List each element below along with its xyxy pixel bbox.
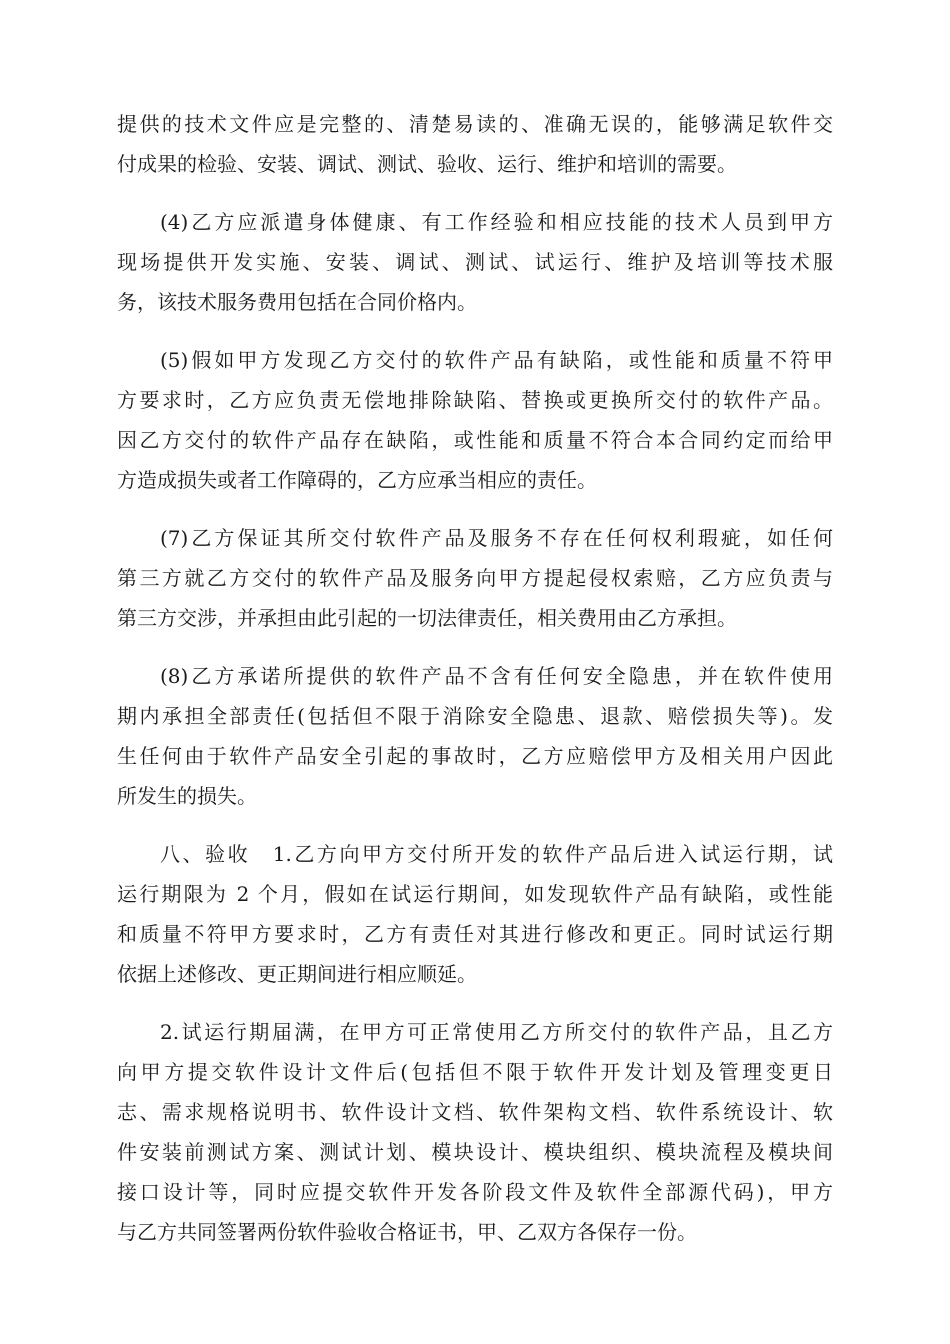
- text-line: 件安装前测试方案、测试计划、模块设计、模块组织、模块流程及模块间: [117, 1140, 833, 1164]
- text-line: 务，该技术服务费用包括在合同价格内。: [117, 290, 477, 314]
- paragraph-technical-documents: [117, 104, 833, 184]
- text-line: 期内承担全部责任(包括但不限于消除安全隐患、退款、赔偿损失等)。发: [117, 704, 833, 728]
- text-line: 生任何由于软件产品安全引起的事故时，乙方应赔偿甲方及相关用户因此: [117, 744, 833, 768]
- text-line: 第三方交涉，并承担由此引起的一切法律责任，相关费用由乙方承担。: [117, 606, 737, 630]
- text-line: 因乙方交付的软件产品存在缺陷，或性能和质量不符合本合同约定而给甲: [117, 428, 833, 452]
- text-line: 方要求时，乙方应负责无偿地排除缺陷、替换或更换所交付的软件产品。: [117, 388, 833, 412]
- paragraph-clause-4: [117, 202, 833, 322]
- text-line: 八、验收 1.乙方向甲方交付所开发的软件产品后进入试运行期，试: [160, 842, 833, 866]
- text-line: 提供的技术文件应是完整的、清楚易读的、准确无误的，能够满足软件交: [117, 112, 833, 136]
- text-line: 志、需求规格说明书、软件设计文档、软件架构文档、软件系统设计、软: [117, 1100, 833, 1124]
- text-line: 向甲方提交软件设计文件后(包括但不限于软件开发计划及管理变更日: [117, 1060, 833, 1084]
- text-line: (5)假如甲方发现乙方交付的软件产品有缺陷，或性能和质量不符甲: [160, 348, 833, 372]
- text-line: 接口设计等，同时应提交软件开发各阶段文件及软件全部源代码)，甲方: [117, 1180, 833, 1204]
- text-line: 2.试运行期届满，在甲方可正常使用乙方所交付的软件产品，且乙方: [160, 1020, 833, 1044]
- paragraph-acceptance-2: [117, 1012, 833, 1252]
- text-line: (7)乙方保证其所交付软件产品及服务不存在任何权利瑕疵，如任何: [160, 526, 833, 550]
- paragraph-clause-8: [117, 656, 833, 816]
- text-line: 方造成损失或者工作障碍的，乙方应承当相应的责任。: [117, 468, 597, 492]
- paragraph-clause-7: [117, 518, 833, 638]
- paragraph-clause-5: [117, 340, 833, 500]
- text-line: (4)乙方应派遣身体健康、有工作经验和相应技能的技术人员到甲方: [160, 210, 833, 234]
- text-line: 所发生的损失。: [117, 784, 257, 808]
- text-line: 付成果的检验、安装、调试、测试、验收、运行、维护和培训的需要。: [117, 152, 737, 176]
- text-line: 第三方就乙方交付的软件产品及服务向甲方提起侵权索赔，乙方应负责与: [117, 566, 833, 590]
- text-line: (8)乙方承诺所提供的软件产品不含有任何安全隐患，并在软件使用: [160, 664, 833, 688]
- paragraph-acceptance-1: [117, 834, 833, 994]
- text-line: 与乙方共同签署两份软件验收合格证书，甲、乙双方各保存一份。: [117, 1220, 697, 1244]
- text-line: 运行期限为 2 个月，假如在试运行期间，如发现软件产品有缺陷，或性能: [117, 882, 833, 906]
- document-page: [117, 104, 833, 1270]
- text-line: 依据上述修改、更正期间进行相应顺延。: [117, 962, 477, 986]
- text-line: 和质量不符甲方要求时，乙方有责任对其进行修改和更正。同时试运行期: [117, 922, 833, 946]
- text-line: 现场提供开发实施、安装、调试、测试、试运行、维护及培训等技术服: [117, 250, 833, 274]
